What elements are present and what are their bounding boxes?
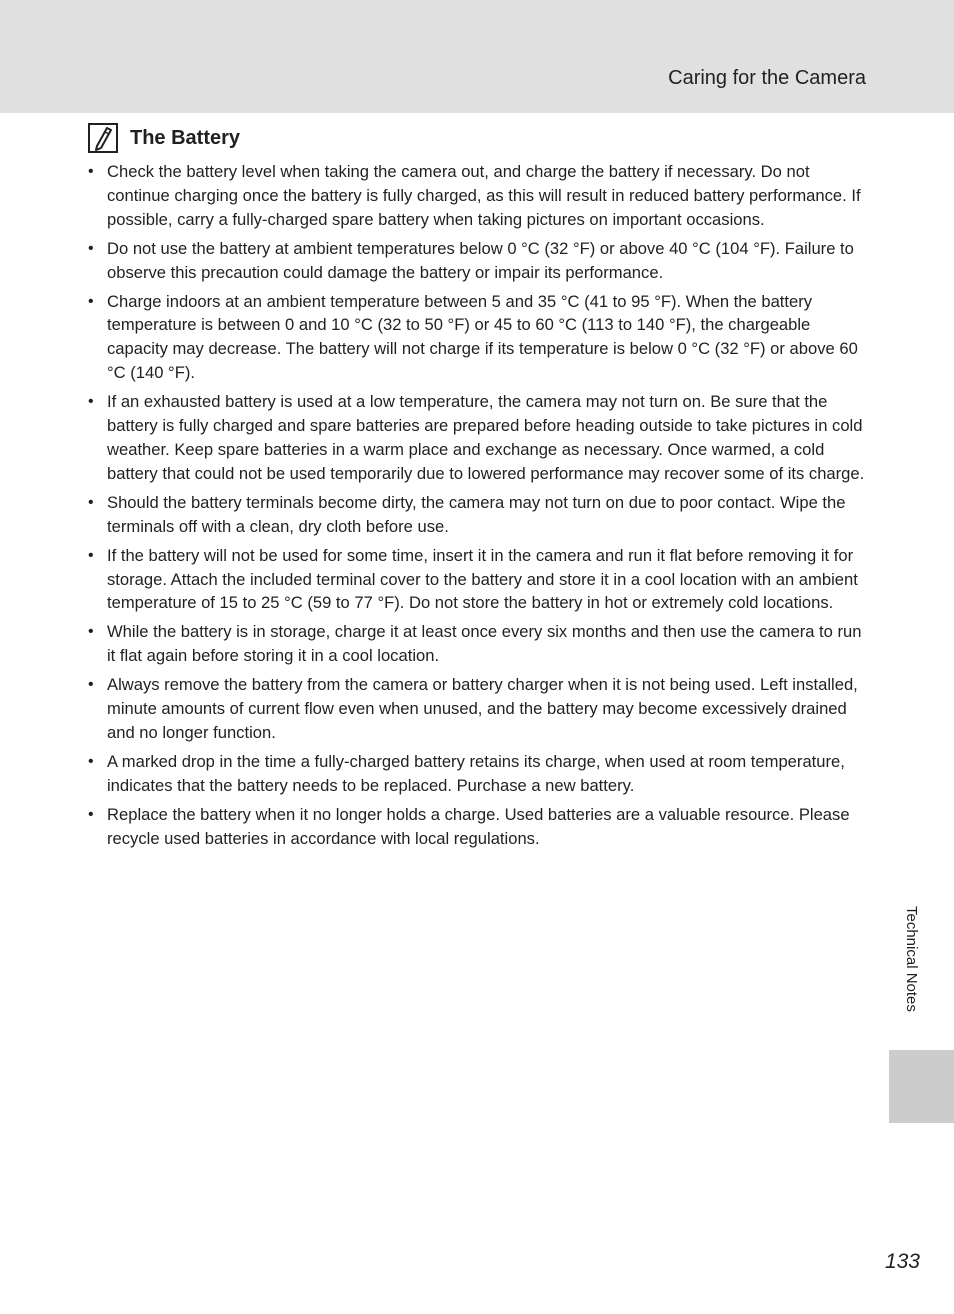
list-item <box>88 237 866 285</box>
list-item-text: If the battery will not be used for some time, insert it in the camera and run it flat before removing it for storage. Attach the included terminal cover to the battery and store it in a cool location with an ambient temperature of 15 to 25 °C (59 to 77 °F). Do not store the battery in hot or extremely cold locations. <box>107 545 858 613</box>
battery-precautions-list <box>88 160 866 855</box>
list-item-text: Charge indoors at an ambient temperature between 5 and 35 °C (41 to 95 °F). When the battery temperature is between 0 and 10 °C (32 to 50 °F) or 45 to 60 °C (113 to 140 °F), the chargeable capacity may decrease. The battery will not charge if its temperature is below 0 °C (32 °F) or above 60 °C (140 °F). <box>107 291 858 383</box>
list-item <box>88 803 866 851</box>
list-item-text: Replace the battery when it no longer holds a charge. Used batteries are a valuable resource. Please recycle used batteries in accordance with local regulations. <box>107 804 850 848</box>
header-band <box>0 0 954 113</box>
list-item-text: While the battery is in storage, charge it at least once every six months and then use the camera to run it flat again before storing it in a cool location. <box>107 622 862 666</box>
list-item <box>88 620 866 668</box>
list-item-text: Always remove the battery from the camera or battery charger when it is not being used. Left installed, minute amounts of current flow even when unused, and the battery may become excessively drained and no longer function. <box>107 675 858 742</box>
bullet-icon: • <box>88 546 94 564</box>
list-item <box>88 750 866 798</box>
section-heading <box>88 120 240 156</box>
list-item-text: Should the battery terminals become dirty, the camera may not turn on due to poor contact. Wipe the terminals off with a clean, dry cloth before use. <box>107 492 846 536</box>
list-item <box>88 544 866 616</box>
list-item-text: Do not use the battery at ambient temperatures below 0 °C (32 °F) or above 40 °C (104 °F). Failure to observe this precaution could damage the battery or impair its performance. <box>107 238 854 282</box>
side-tab-marker <box>889 1050 954 1123</box>
bullet-icon: • <box>88 393 94 411</box>
bullet-icon: • <box>88 805 94 823</box>
bullet-icon: • <box>88 239 94 257</box>
list-item <box>88 290 866 386</box>
note-pencil-icon <box>88 123 118 153</box>
bullet-icon: • <box>88 493 94 511</box>
list-item-text: Check the battery level when taking the camera out, and charge the battery if necessary. Do not continue charging once the battery is fully charged, as this will result in reduced battery performance. If possible, carry a fully-charged spare battery when taking pictures on important occasions. <box>107 162 861 229</box>
section-title: The Battery <box>130 126 241 149</box>
bullet-icon: • <box>88 676 94 694</box>
bullet-icon: • <box>88 292 94 310</box>
list-item <box>88 160 866 232</box>
list-item-text: If an exhausted battery is used at a low temperature, the camera may not turn on. Be sure that the battery is fully charged and spare batteries are prepared before heading outside to take pictures in cold weather. Keep spare batteries in a warm place and exchange as necessary. Once warmed, a cold battery that could not be used temporarily due to lowered performance may recover some of its charge. <box>107 392 865 483</box>
chapter-title: Caring for the Camera <box>668 67 866 89</box>
bullet-icon: • <box>88 752 94 770</box>
side-tab-label: Technical Notes <box>903 906 920 1012</box>
bullet-icon: • <box>88 623 94 641</box>
list-item <box>88 491 866 539</box>
bullet-icon: • <box>88 163 94 180</box>
list-item <box>88 673 866 745</box>
page-number: 133 <box>884 1250 920 1273</box>
list-item-text: A marked drop in the time a fully-charged battery retains its charge, when used at room temperature, indicates that the battery needs to be replaced. Purchase a new battery. <box>107 751 845 795</box>
list-item <box>88 390 866 486</box>
